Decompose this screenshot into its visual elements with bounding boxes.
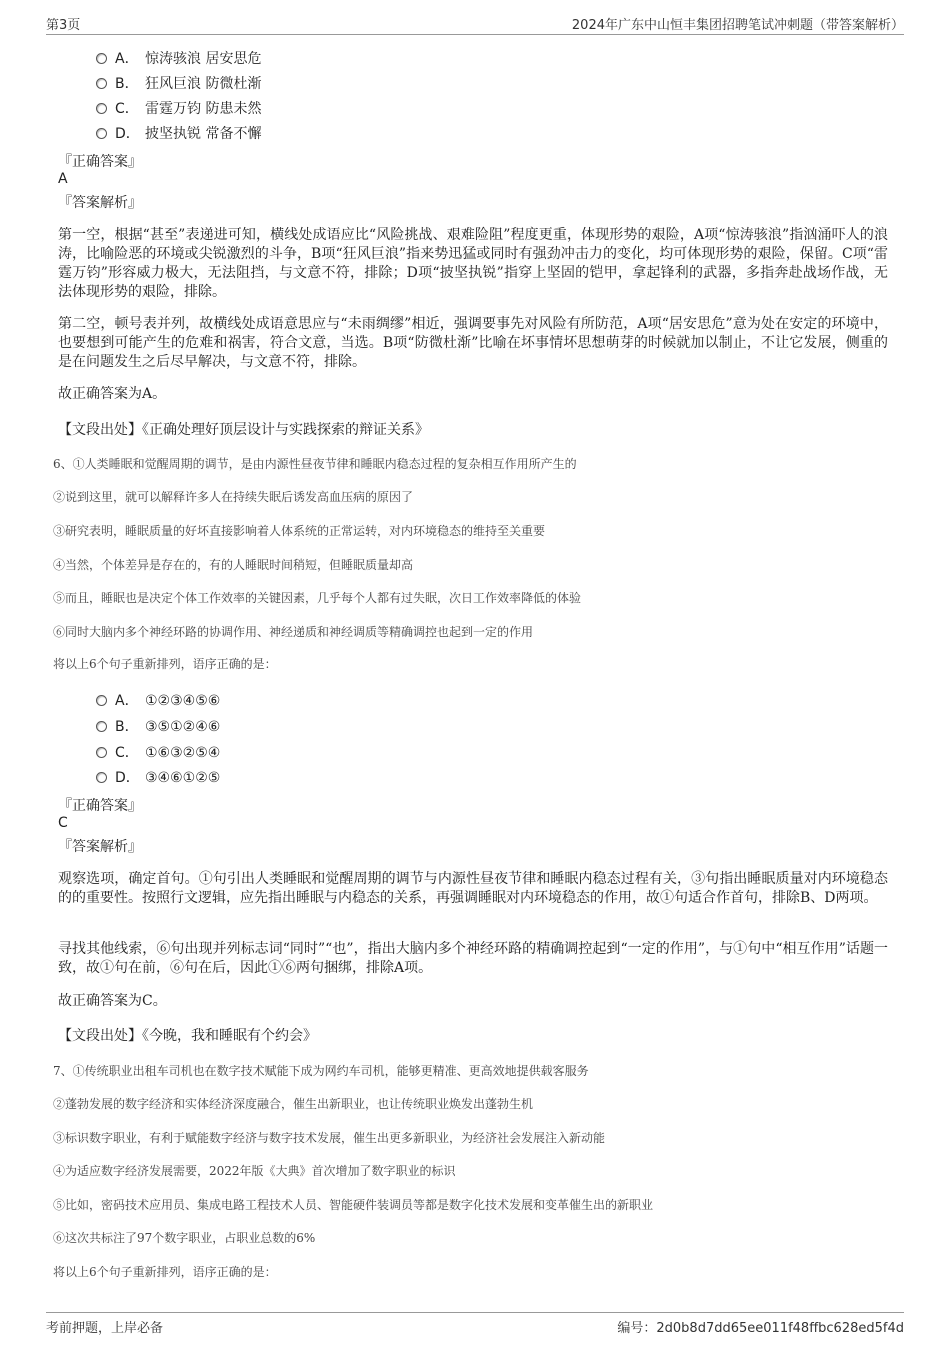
question-stem: 7、①传统职业出租车司机也在数字技术赋能下成为网约车司机，能够更精准、更高效地提供载客服务	[53, 1064, 589, 1078]
analysis-label: 『答案解析』	[58, 839, 142, 855]
radio-icon[interactable]	[96, 772, 107, 783]
question-sentence: ⑤比如，密码技术应用员、集成电路工程技术人员、智能硬件装调员等都是数字化技术发展和变革催生出的新职业	[53, 1198, 654, 1212]
radio-icon[interactable]	[96, 53, 107, 64]
question-stem: 6、①人类睡眠和觉醒周期的调节，是由内源性昼夜节律和睡眠内稳态过程的复杂相互作用所产生的	[53, 457, 577, 471]
q5-option-d[interactable]: D． 披坚执锐 常备不懈	[96, 123, 261, 145]
radio-icon[interactable]	[96, 78, 107, 89]
radio-icon[interactable]	[96, 695, 107, 706]
page-number: 第3页	[46, 18, 81, 33]
analysis-conclusion: 故正确答案为A。	[58, 386, 167, 402]
question-prompt: 将以上6个句子重新排列，语序正确的是：	[53, 657, 277, 671]
question-sentence: ⑥这次共标注了97个数字职业，占职业总数的6%	[53, 1231, 316, 1245]
question-sentence: ③标识数字职业，有利于赋能数字经济与数字技术发展，催生出更多新职业，为经济社会发展注入新动能	[53, 1131, 606, 1145]
question-sentence: ②蓬勃发展的数字经济和实体经济深度融合，催生出新职业，也让传统职业焕发出蓬勃生机	[53, 1097, 534, 1111]
analysis-paragraph: 寻找其他线索，⑥句出现并列标志词“同时”“也”，指出大脑内多个神经环路的精确调控起到“一定的作用”，与①句中“相互作用”话题一致，故①句在前，⑥句在后，因此①⑥两句捆绑，排除A项。	[58, 941, 888, 976]
q6-option-c[interactable]: C． ①⑥③②⑤④	[96, 742, 220, 764]
page-footer	[46, 1312, 904, 1335]
analysis-paragraph: 第一空，根据“甚至”表递进可知，横线处成语应比“风险挑战、艰难险阻”程度更重，体现形势的艰险，A项“惊涛骇浪”指汹涌吓人的浪涛，比喻险恶的环境或尖锐激烈的斗争，B项“狂风巨浪”指来势迅猛或同时有强劲冲击力的变化，均可体现形势的艰险，保留。C项“雷霆万钧”形容威力极大，无法阻挡，与文意不符，排除；D项“披坚执锐”指穿上坚固的铠甲，拿起锋利的武器，多指奔赴战场作战，无法体现形势的艰险，排除。	[58, 227, 888, 300]
radio-icon[interactable]	[96, 103, 107, 114]
question-prompt: 将以上6个句子重新排列，语序正确的是：	[53, 1265, 277, 1279]
q6-option-b[interactable]: B． ③⑤①②④⑥	[96, 716, 220, 738]
question-sentence: ⑤而且，睡眠也是决定个体工作效率的关键因素，几乎每个人都有过失眠，次日工作效率降低的体验	[53, 591, 582, 605]
question-sentence: ⑥同时大脑内多个神经环路的协调作用、神经递质和神经调质等精确调控也起到一定的作用	[53, 625, 534, 639]
page-header	[46, 14, 904, 35]
q6-option-d[interactable]: D． ③④⑥①②⑤	[96, 767, 220, 789]
answer-label: 『正确答案』	[58, 798, 142, 814]
question-sentence: ③研究表明，睡眠质量的好坏直接影响着人体系统的正常运转，对内环境稳态的维持至关重要	[53, 524, 546, 538]
question-sentence: ④当然，个体差异是存在的，有的人睡眠时间稍短，但睡眠质量却高	[53, 558, 414, 572]
analysis-label: 『答案解析』	[58, 195, 142, 211]
answer-label: 『正确答案』	[58, 154, 142, 170]
q5-option-b[interactable]: B． 狂风巨浪 防微杜渐	[96, 73, 261, 95]
radio-icon[interactable]	[96, 747, 107, 758]
source-citation: 【文段出处】《今晚，我和睡眠有个约会》	[58, 1028, 317, 1044]
radio-icon[interactable]	[96, 128, 107, 139]
correct-answer: C	[58, 815, 68, 831]
document-title: 2024年广东中山恒丰集团招聘笔试冲刺题（带答案解析）	[571, 18, 904, 33]
correct-answer: A	[58, 171, 68, 187]
question-sentence: ④为适应数字经济发展需要，2022年版《大典》首次增加了数字职业的标识	[53, 1164, 456, 1178]
footer-slogan: 考前押题，上岸必备	[46, 1321, 164, 1336]
analysis-conclusion: 故正确答案为C。	[58, 993, 167, 1009]
q5-option-a[interactable]: A． 惊涛骇浪 居安思危	[96, 48, 261, 70]
radio-icon[interactable]	[96, 721, 107, 732]
q6-option-a[interactable]: A． ①②③④⑤⑥	[96, 690, 220, 712]
analysis-paragraph: 观察选项，确定首句。①句引出人类睡眠和觉醒周期的调节与内源性昼夜节律和睡眠内稳态过程有关，③句指出睡眠质量对内环境稳态的的重要性。按照行文逻辑，应先指出睡眠与内稳态的关系，再强调睡眠对内环境稳态的作用，故①句适合作首句，排除B、D两项。	[58, 871, 888, 906]
q5-option-c[interactable]: C． 雷霆万钧 防患未然	[96, 98, 261, 120]
analysis-paragraph: 第二空，顿号表并列，故横线处成语意思应与“未雨绸缪”相近，强调要事先对风险有所防范，A项“居安思危”意为处在安定的环境中，也要想到可能产生的危难和祸害，符合文意，当选。B项“防微杜渐”比喻在坏事情坏思想萌芽的时候就加以制止，不让它发展，侧重的是在问题发生之后尽早解决，与文意不符，排除。	[58, 316, 888, 370]
source-citation: 【文段出处】《正确处理好顶层设计与实践探索的辩证关系》	[58, 422, 429, 438]
question-sentence: ②说到这里，就可以解释许多人在持续失眠后诱发高血压病的原因了	[53, 490, 414, 504]
document-code: 编号：2d0b8d7dd65ee011f48ffbc628ed5f4d	[617, 1321, 904, 1336]
